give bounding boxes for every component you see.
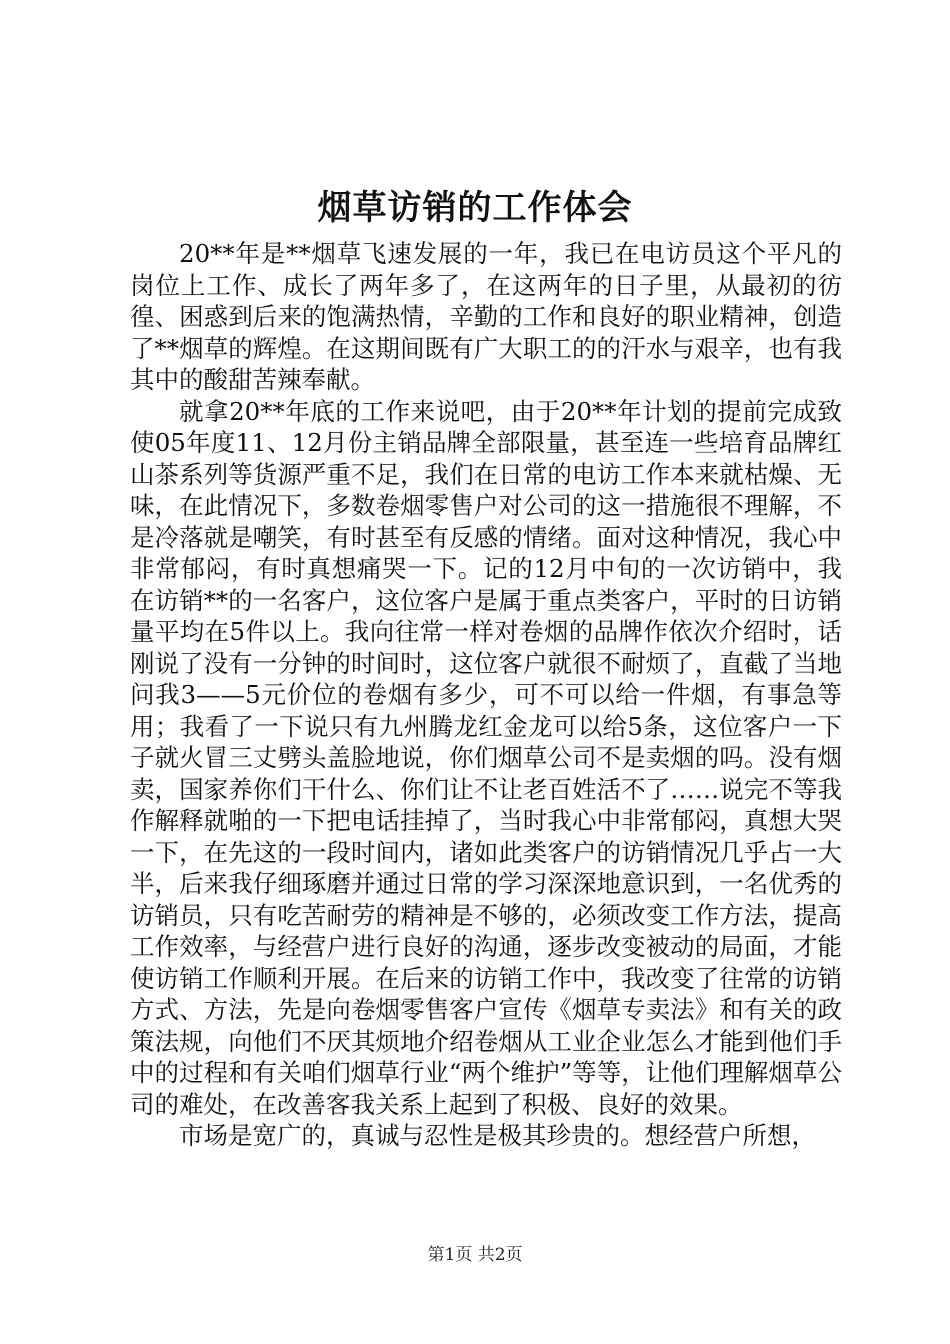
page-footer: 第1页 共2页 [427, 1245, 523, 1265]
paragraph-1: 20**年是**烟草飞速发展的一年，我已在电访员这个平凡的岗位上工作、成长了两年多了，在这两年的日子里，从最初的彷徨、困惑到后来的饱满热情，辛勤的工作和良好的职业精神，创造了**烟草的辉煌。在这期间既有广大职工的的汗水与艰辛，也有我其中的酸甜苦辣奉献。 [130, 239, 842, 394]
document-title: 烟草访销的工作体会 [317, 188, 633, 228]
paragraph-2: 就拿20**年底的工作来说吧，由于20**年计划的提前完成致使05年度11、12月份主销品牌全部限量，甚至连一些培育品牌红山茶系列等货源严重不足，我们在日常的电访工作本来就枯燥、无味，在此情况下，多数卷烟零售户对公司的这一措施很不理解，不是冷落就是嘲笑，有时甚至有反感的情绪。面对这种情况，我心中非常郁闷，有时真想痛哭一下。记的12月中旬的一次访销中，我在访销**的一名客户，这位客户是属于重点类客户，平时的日访销量平均在5件以上。我向往常一样对卷烟的品牌作依次介绍时，话刚说了没有一分钟的时间时，这位客户就很不耐烦了，直截了当地问我3——5元价位的卷烟有多少，可不可以给一件烟，有事急等用；我看了一下说只有九州腾龙红金龙可以给5条，这位客户一下子就火冒三丈劈头盖脸地说，你们烟草公司不是卖烟的吗。没有烟卖，国家养你们干什么、你们让不让老百姓活不了……说完不等我作解释就啪的一下把电话挂掉了，当时我心中非常郁闷，真想大哭一下，在先这的一段时间内，诸如此类客户的访销情况几乎占一大半，后来我仔细琢磨并通过日常的学习深深地意识到，一名优秀的访销员，只有吃苦耐劳的精神是不够的，必须改变工作方法，提高工作效率，与经营户进行良好的沟通，逐步改变被动的局面，才能使访销工作顺利开展。在后来的访销工作中，我改变了往常的访销方式、方法，先是向卷烟零售客户宣传《烟草专卖法》和有关的政策法规，向他们不厌其烦地介绍卷烟从工业企业怎么才能到他们手中的过程和有关咱们烟草行业“两个维护”等等，让他们理解烟草公司的难处，在改善客我关系上起到了积极、良好的效果。 [130, 396, 842, 1119]
document-body [130, 238, 842, 1152]
paragraph-3: 市场是宽广的，真诚与忍性是极其珍贵的。想经营户所想， [179, 1121, 816, 1150]
